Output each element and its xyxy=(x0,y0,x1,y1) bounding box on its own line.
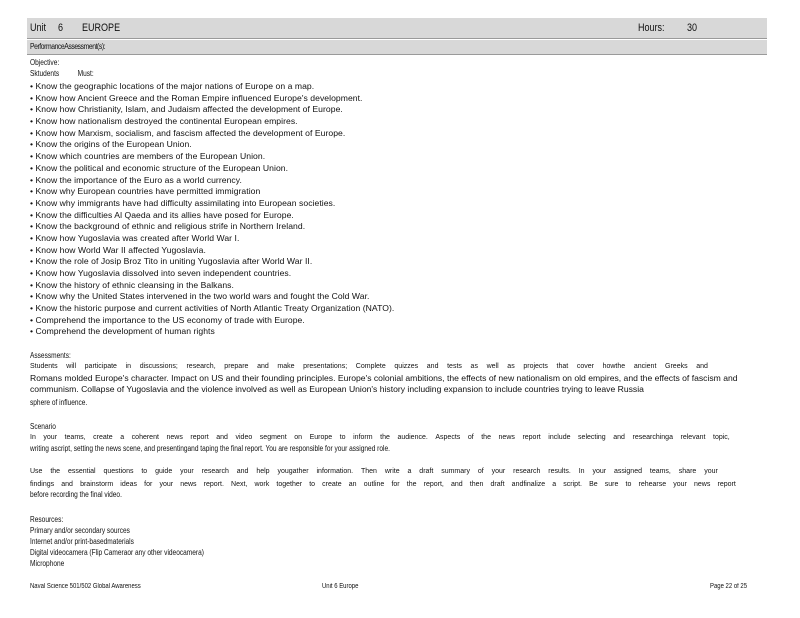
objective-item: • Know the background of ethnic and religious strife in Northern Ireland. xyxy=(30,221,770,233)
resource-item: Digital videocamera (Flip Cameraor any other videocamera) xyxy=(30,548,204,557)
assessments-word: ancient xyxy=(633,363,657,370)
scenario-paragraph1-line1 xyxy=(30,433,730,443)
objective-item: • Know why the United States intervened in the two world wars and fought the Cold War. xyxy=(30,291,770,303)
scenario-word: write xyxy=(384,468,400,475)
assessments-word: and xyxy=(696,363,708,370)
assessments-word: Greeks xyxy=(665,363,688,370)
scenario-word: In xyxy=(30,434,36,441)
scenario-word: share xyxy=(678,468,697,475)
scenario-word: draft xyxy=(419,468,434,475)
resources-label: Resources: xyxy=(30,515,64,524)
scenario-word: and xyxy=(450,481,463,488)
footer-course: Naval Science 501/502 Global Awareness xyxy=(30,583,141,590)
objective-item: • Know which countries are members of the European Union. xyxy=(30,151,770,163)
scenario-word: guide xyxy=(155,468,173,475)
must-label: Must: xyxy=(77,69,94,78)
scenario-word: report. xyxy=(203,481,224,488)
scenario-paragraph1-line2: writing ascript, setting the news scene, and presentingand taping the final report. You are responsible for your assigned role. xyxy=(30,444,390,453)
scenario-word: Aspects xyxy=(435,434,461,441)
assessments-first-line xyxy=(30,362,708,372)
assessments-word: projects xyxy=(523,363,548,370)
objective-item: • Know the difficulties Al Qaeda and its allies have posed for Europe. xyxy=(30,210,770,222)
scenario-word: on xyxy=(294,434,303,441)
scenario-word: and xyxy=(613,434,625,441)
objective-item: • Know how Yugoslavia dissolved into seven independent countries. xyxy=(30,268,770,280)
scenario-word: andfinalize xyxy=(511,481,546,488)
assessments-word: make xyxy=(277,363,295,370)
objective-item: • Know how Yugoslavia was created after World War I. xyxy=(30,233,770,245)
assessments-word: as xyxy=(507,363,515,370)
objective-item: • Know why immigrants have had difficulty assimilating into European societies. xyxy=(30,198,770,210)
objective-item: • Know the origins of the European Union. xyxy=(30,139,770,151)
objective-item: • Know the role of Josip Broz Tito in uniting Yugoslavia after World War II. xyxy=(30,256,770,268)
scenario-word: news xyxy=(180,481,197,488)
scenario-word: questions xyxy=(103,468,134,475)
scenario-word: coherent xyxy=(131,434,159,441)
scenario-word: a xyxy=(552,481,557,488)
scenario-word: and xyxy=(236,468,249,475)
scenario-word: to xyxy=(625,481,632,488)
assessments-word: will xyxy=(66,363,77,370)
scenario-word: script. xyxy=(563,481,582,488)
scenario-word: your xyxy=(159,481,174,488)
scenario-word: the xyxy=(406,481,417,488)
scenario-word: a xyxy=(120,434,125,441)
scenario-word: to xyxy=(339,434,346,441)
scenario-word: your xyxy=(704,468,718,475)
objective-item: • Know how World War II affected Yugoslavia. xyxy=(30,245,770,257)
assessments-label: Assessments: xyxy=(30,351,71,360)
scenario-paragraph2-line1 xyxy=(30,467,718,477)
scenario-word: draft xyxy=(490,481,505,488)
assessments-word: tests xyxy=(447,363,462,370)
scenario-word: findings xyxy=(30,481,55,488)
objective-item: • Comprehend the importance to the US economy of trade with Europe. xyxy=(30,315,770,327)
scenario-word: inform xyxy=(353,434,373,441)
assessments-word: participate xyxy=(84,363,117,370)
resource-item: Primary and/or secondary sources xyxy=(30,526,130,535)
scenario-word: for xyxy=(391,481,400,488)
scenario-word: assigned xyxy=(613,468,642,475)
scenario-word: and xyxy=(61,481,73,488)
scenario-word: the xyxy=(380,434,390,441)
assessments-word: discussions; xyxy=(139,363,178,370)
scenario-word: include xyxy=(548,434,571,441)
objective-item: • Know why European countries have permitted immigration xyxy=(30,186,770,198)
objective-item: • Know how nationalism destroyed the continental European empires. xyxy=(30,116,770,128)
scenario-word: research xyxy=(201,468,229,475)
unit-title: EUROPE xyxy=(82,22,121,34)
scenario-word: results. xyxy=(548,468,571,475)
scenario-word: and xyxy=(216,434,228,441)
assessments-word: Complete xyxy=(355,363,386,370)
scenario-word: outline xyxy=(363,481,385,488)
scenario-word: audience. xyxy=(397,434,428,441)
hours-value: 30 xyxy=(687,22,698,34)
assessments-word: cover xyxy=(576,363,594,370)
scenario-word: report xyxy=(717,481,736,488)
unit-header-bar xyxy=(27,18,767,39)
students-must-line xyxy=(30,69,94,79)
scenario-word: your xyxy=(180,468,194,475)
scenario-word: topic, xyxy=(713,434,730,441)
scenario-word: Next, xyxy=(231,481,248,488)
assessments-word: quizzes xyxy=(394,363,419,370)
objective-item: • Know how Marxism, socialism, and fascism affected the development of Europe. xyxy=(30,128,770,140)
scenario-word: create xyxy=(322,481,342,488)
assessments-word: as xyxy=(470,363,478,370)
scenario-word: rehearse xyxy=(638,481,667,488)
objective-item: • Know the historic purpose and current activities of North Atlantic Treaty Organization (NATO). xyxy=(30,303,770,315)
scenario-word: create xyxy=(93,434,113,441)
assessments-word: research, xyxy=(186,363,216,370)
unit-label: Unit xyxy=(30,22,47,34)
objective-list xyxy=(30,81,770,338)
scenario-word: sure xyxy=(604,481,619,488)
footer-unit: Unit 6 Europe xyxy=(322,583,359,590)
objective-item: • Know how Christianity, Islam, and Judaism affected the development of Europe. xyxy=(30,104,770,116)
scenario-word: for xyxy=(144,481,153,488)
scenario-word: help xyxy=(256,468,270,475)
scenario-word: segment xyxy=(259,434,287,441)
scenario-word: report, xyxy=(423,481,444,488)
assessments-word: that xyxy=(556,363,569,370)
scenario-word: of xyxy=(477,468,484,475)
scenario-word: selecting xyxy=(578,434,606,441)
footer-page-number: Page 22 of 25 xyxy=(710,583,748,590)
objective-item: • Know the history of ethnic cleansing in the Balkans. xyxy=(30,280,770,292)
assessments-word: in xyxy=(125,363,132,370)
scenario-word: Use xyxy=(30,468,43,475)
scenario-word: of xyxy=(467,434,474,441)
scenario-word: teams, xyxy=(64,434,86,441)
assessments-word: prepare xyxy=(224,363,249,370)
scenario-word: the xyxy=(50,468,61,475)
objective-item: • Comprehend the development of human rights xyxy=(30,326,770,338)
scenario-word: research xyxy=(513,468,541,475)
scenario-word: an xyxy=(348,481,357,488)
scenario-word: Then xyxy=(360,468,377,475)
assessments-tail: sphere of influence. xyxy=(30,398,88,407)
scenario-word: video xyxy=(235,434,253,441)
scenario-word: Europe xyxy=(309,434,333,441)
scenario-word: report xyxy=(190,434,209,441)
scenario-label: Scenario xyxy=(30,422,56,431)
scenario-word: news xyxy=(694,481,711,488)
students-label: Sktudents xyxy=(30,69,60,78)
scenario-word: yougather xyxy=(277,468,309,475)
scenario-word: brainstorm xyxy=(80,481,114,488)
scenario-word: the xyxy=(481,434,491,441)
scenario-word: In xyxy=(578,468,585,475)
resource-item: Internet and/or print-basedmaterials xyxy=(30,537,134,546)
scenario-word: together xyxy=(276,481,303,488)
assessments-body: Romans molded Europe's character. Impact on US and their founding principles. Europe's colonial ambitions, the effects of new nationalism on old empires, and the effects of fascism and communism. Collapse of Yugoslavia and the violence involved as well as European Union's history including expansion to include countries trying to leave Russia xyxy=(30,373,738,395)
scenario-paragraph2-line2 xyxy=(30,480,736,490)
scenario-word: then xyxy=(469,481,484,488)
objective-item: • Know the geographic locations of the major nations of Europe on a map. xyxy=(30,81,770,93)
scenario-word: to xyxy=(309,481,316,488)
assessments-word: howthe xyxy=(602,363,626,370)
resource-item: Microphone xyxy=(30,559,65,568)
scenario-word: relevant xyxy=(680,434,706,441)
scenario-word: to xyxy=(141,468,148,475)
scenario-word: your xyxy=(673,481,687,488)
assessments-word: and xyxy=(426,363,439,370)
assessments-word: presentations; xyxy=(303,363,348,370)
scenario-word: news xyxy=(166,434,183,441)
scenario-word: your xyxy=(491,468,506,475)
scenario-word: Be xyxy=(589,481,598,488)
scenario-paragraph2-line3: before recording the final video. xyxy=(30,490,122,499)
objective-label: Objective: xyxy=(30,58,60,67)
scenario-word: teams, xyxy=(649,468,671,475)
performance-assessment-label: PerformanceAssessment(s): xyxy=(30,42,106,51)
scenario-word: your xyxy=(592,468,607,475)
scenario-word: your xyxy=(43,434,58,441)
scenario-word: researchinga xyxy=(632,434,673,441)
scenario-word: news xyxy=(498,434,515,441)
assessments-word: well xyxy=(486,363,499,370)
hours-label: Hours: xyxy=(638,22,665,34)
scenario-word: information. xyxy=(316,468,354,475)
scenario-word: summary xyxy=(441,468,470,475)
scenario-word: work xyxy=(254,481,270,488)
objective-item: • Know the importance of the Euro as a world currency. xyxy=(30,175,770,187)
scenario-word: report xyxy=(522,434,541,441)
unit-number: 6 xyxy=(58,22,64,34)
scenario-word: a xyxy=(407,468,412,475)
objective-item: • Know the political and economic structure of the European Union. xyxy=(30,163,770,175)
objective-item: • Know how Ancient Greece and the Roman Empire influenced Europe's development. xyxy=(30,93,770,105)
scenario-word: ideas xyxy=(120,481,138,488)
assessments-word: Students xyxy=(30,363,58,370)
performance-assessment-bar xyxy=(27,40,767,55)
scenario-word: essential xyxy=(67,468,96,475)
assessments-word: and xyxy=(257,363,269,370)
